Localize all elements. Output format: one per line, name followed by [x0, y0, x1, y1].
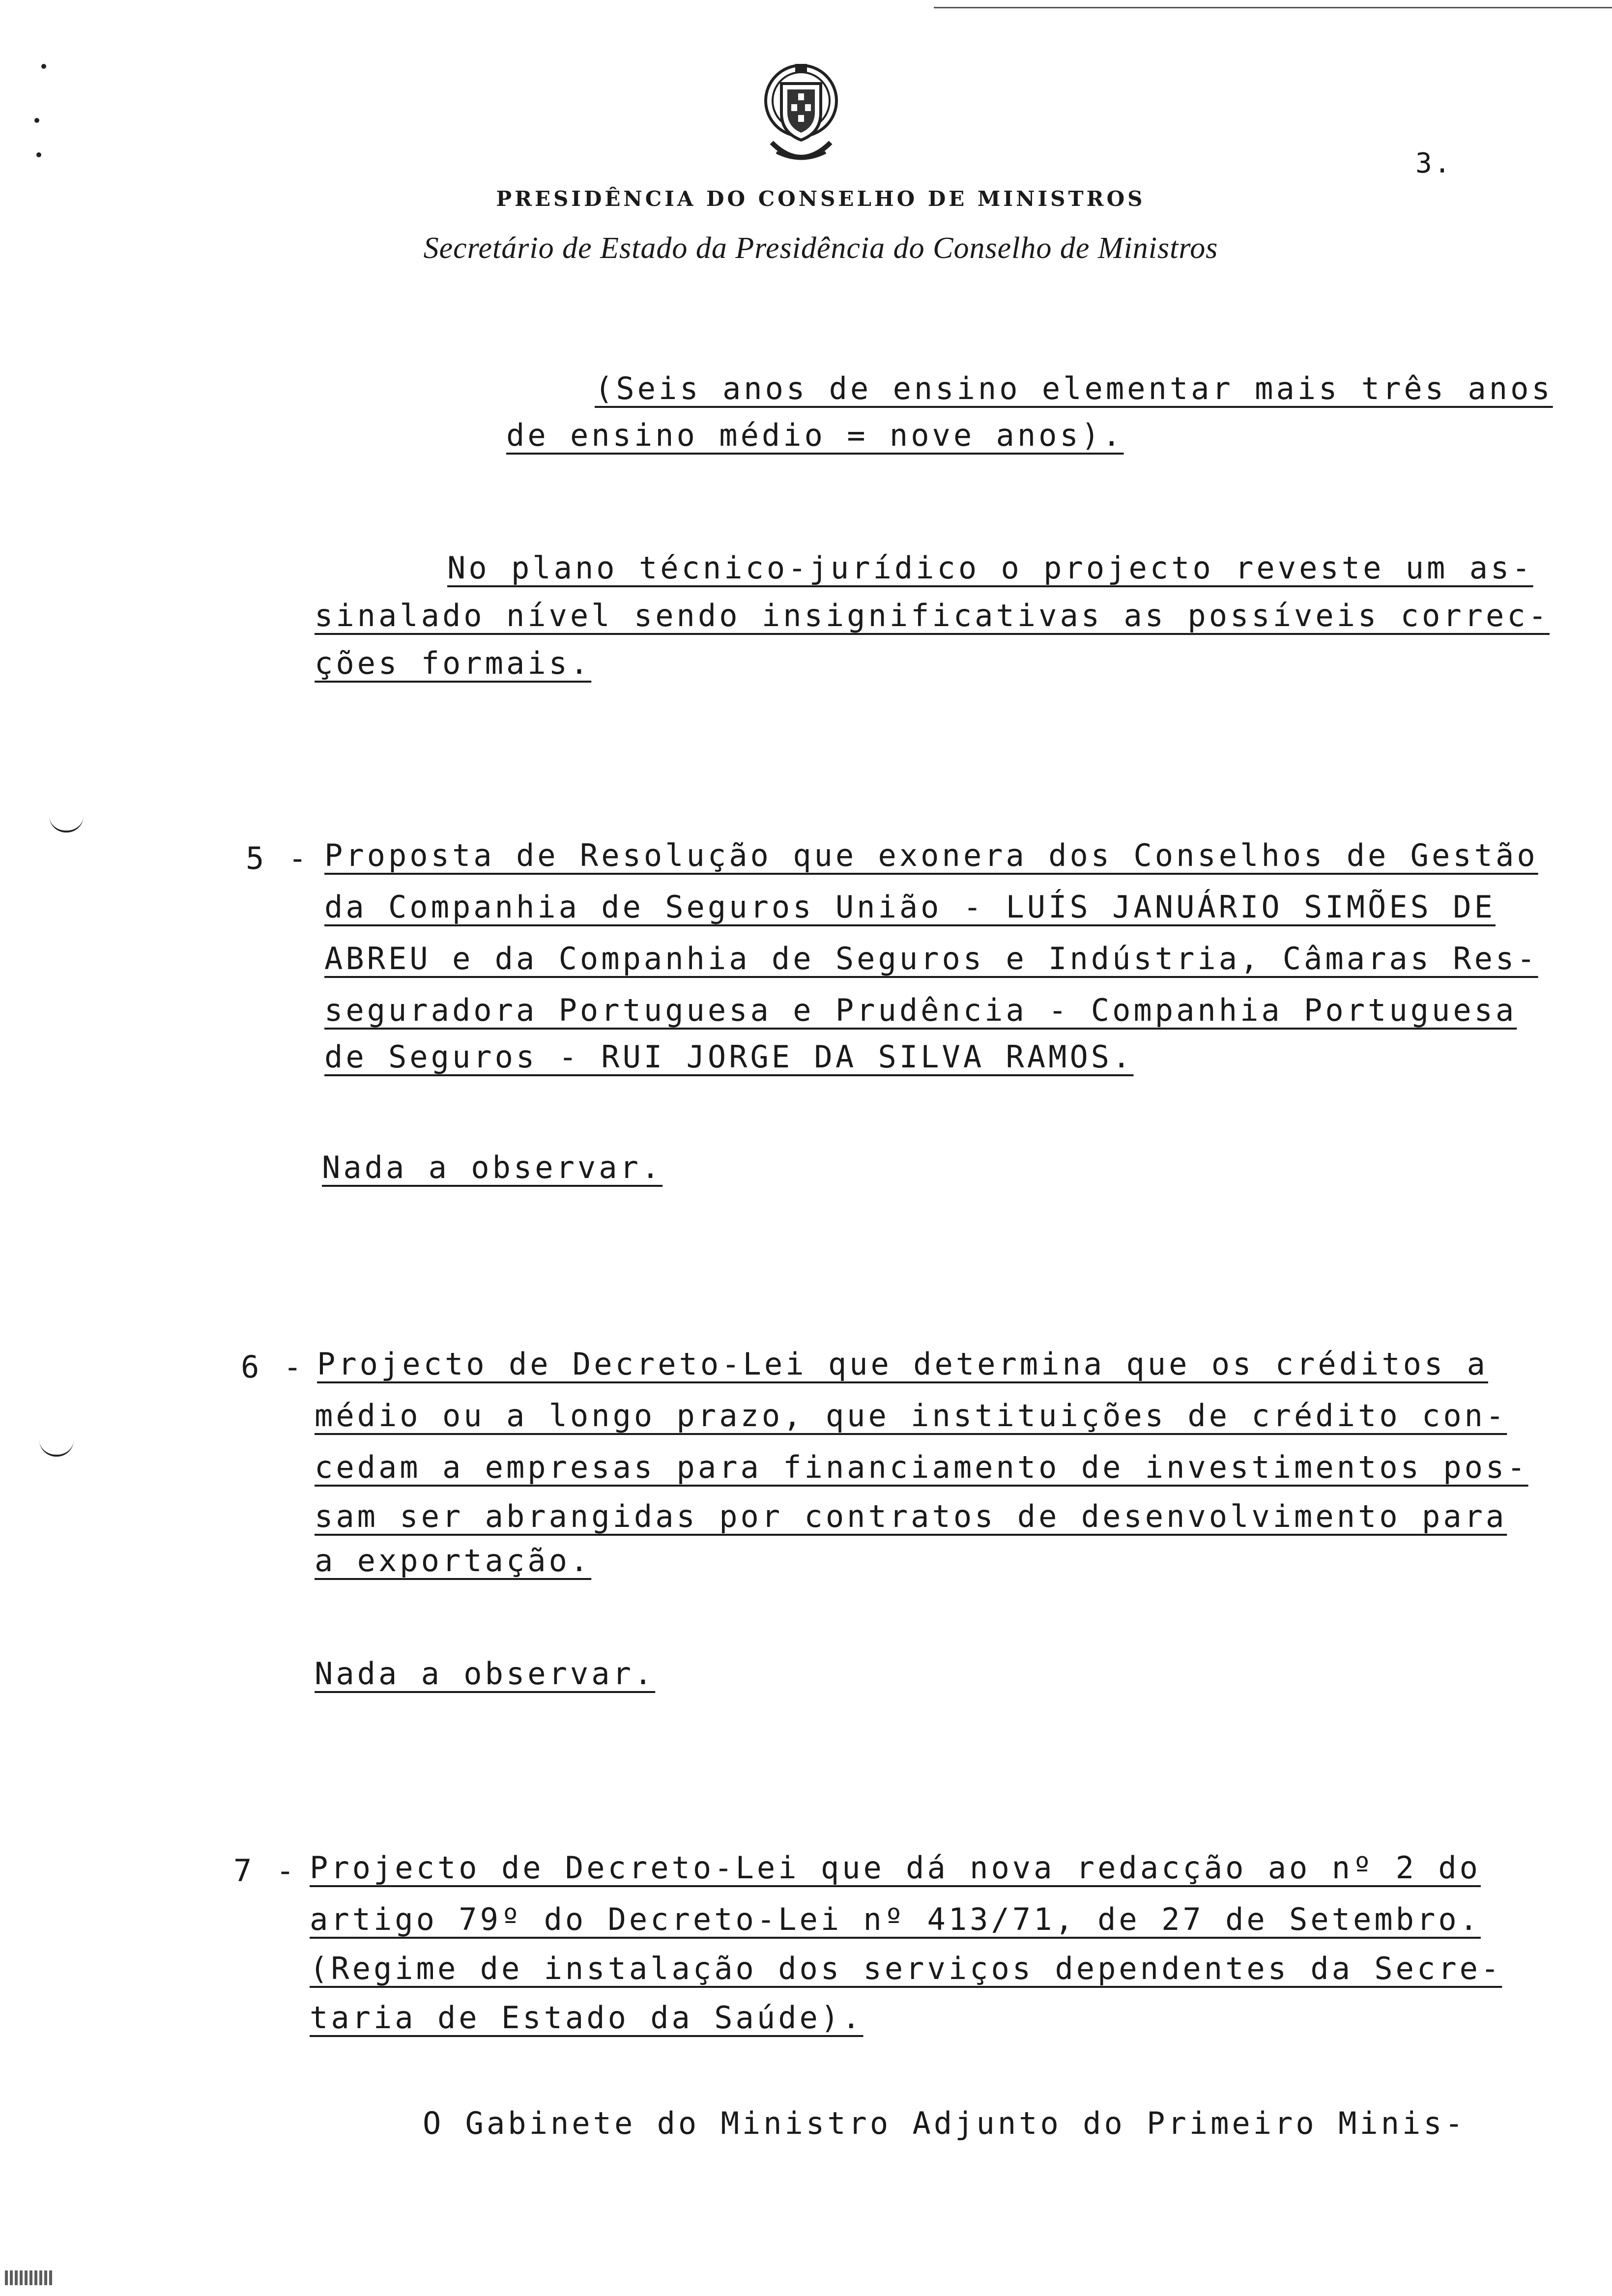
text-line: da Companhia de Seguros União - LUÍS JANUÁRIO SIMÕES DE: [324, 889, 1496, 925]
text-line: de Seguros - RUI JORGE DA SILVA RAMOS.: [324, 1039, 1134, 1075]
text-line: ções formais.: [315, 645, 592, 681]
text-line: Proposta de Resolução que exonera dos Conselhos de Gestão: [324, 837, 1538, 873]
item-number: 6 -: [241, 1349, 305, 1385]
text-line: taria de Estado da Saúde).: [310, 2000, 864, 2036]
text-line: de ensino médio = nove anos).: [506, 417, 1124, 453]
margin-dot: [34, 118, 39, 123]
text-line: artigo 79º do Decreto-Lei nº 413/71, de 27 de Setembro.: [310, 1901, 1481, 1937]
letterhead-subtitle: Secretário de Estado da Presidência do Conselho de Ministros: [423, 231, 1218, 265]
text-line: (Regime de instalação dos serviços dependentes da Secre-: [310, 1951, 1502, 1986]
page-number: 3.: [1415, 147, 1453, 179]
coat-of-arms-icon: [752, 59, 850, 172]
item-number: 5 -: [246, 840, 310, 876]
text-line: Projecto de Decreto-Lei que determina que os créditos a: [317, 1346, 1488, 1382]
top-edge-rule: [934, 7, 1612, 8]
text-line: a exportação.: [315, 1543, 592, 1578]
note-line: Nada a observar.: [322, 1149, 663, 1185]
text-line: ABREU e da Companhia de Seguros e Indústria, Câmaras Res-: [324, 941, 1538, 976]
note-line: Nada a observar.: [315, 1656, 656, 1692]
text-line: Projecto de Decreto-Lei que dá nova redacção ao nº 2 do: [310, 1850, 1481, 1886]
text-line: No plano técnico-jurídico o projecto reveste um as-: [447, 550, 1533, 586]
margin-dot: [41, 64, 46, 69]
text-line: sam ser abrangidas por contratos de desenvolvimento para: [315, 1498, 1507, 1534]
text-line: (Seis anos de ensino elementar mais três anos: [595, 371, 1553, 406]
item-number: 7 -: [233, 1853, 297, 1889]
check-mark: [39, 1440, 74, 1457]
text-line: cedam a empresas para financiamento de investimentos pos-: [315, 1449, 1528, 1485]
scan-artifact: [5, 2270, 54, 2285]
text-line: seguradora Portuguesa e Prudência - Companhia Portuguesa: [324, 992, 1517, 1028]
text-line: médio ou a longo prazo, que instituições de crédito con-: [315, 1398, 1507, 1434]
text-line: sinalado nível sendo insignificativas as possíveis correc-: [315, 598, 1550, 633]
letterhead-title: PRESIDÊNCIA DO CONSELHO DE MINISTROS: [496, 187, 1146, 211]
check-mark: [49, 816, 84, 832]
margin-dot: [36, 152, 41, 157]
text-line: O Gabinete do Ministro Adjunto do Primeiro Minis-: [423, 2105, 1467, 2141]
